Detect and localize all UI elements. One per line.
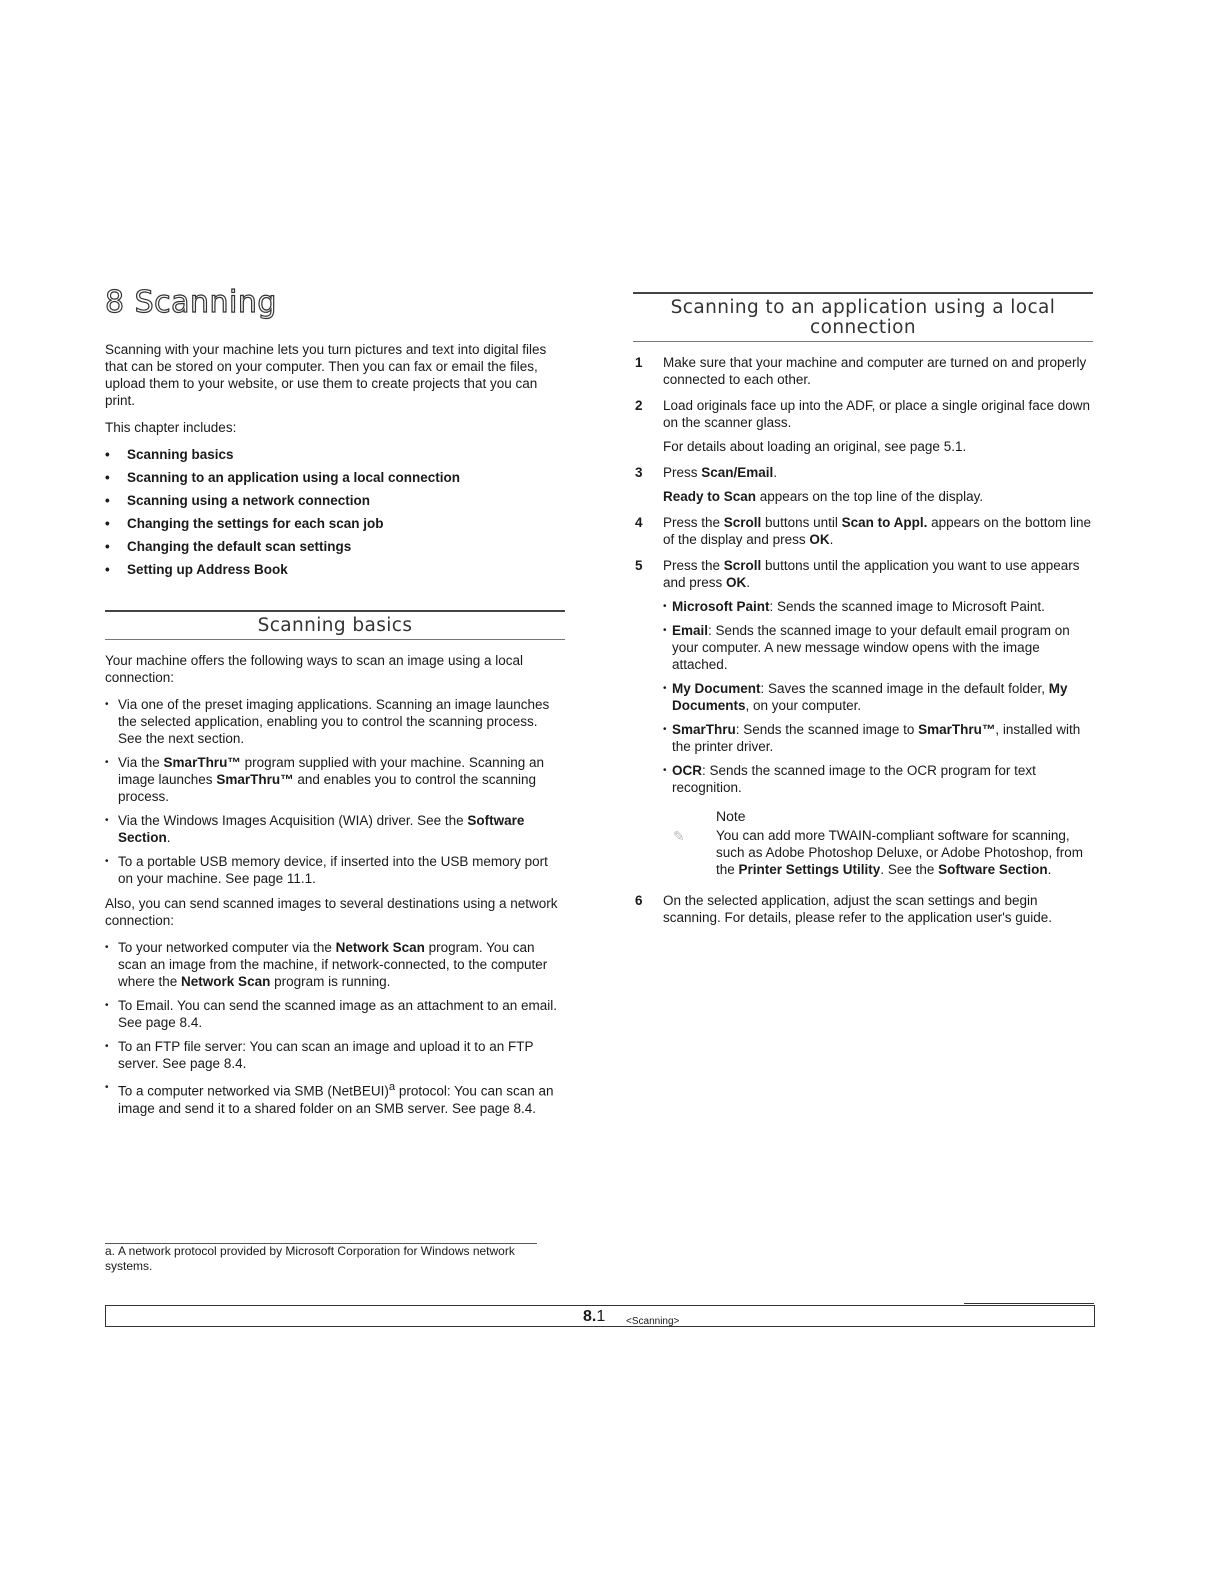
list-item: • To Email. You can send the scanned image as an attachment to an email. See page 8.4. (105, 997, 565, 1031)
step-5: 5 Press the Scroll buttons until the application you want to use appears and press OK. • Microsoft Paint: Sends the scanned image to Microsoft Paint. • Email: Sends the scanned image to your default email program on your computer. A new message window opens with the image attached. • My Document: Saves the scanned image in the default folder, My Documents, on your computer. • SmarThru: Sends the scanned image to SmarThru™, installed with the printer driver. • OCR: Sends the scanned image to the OCR program for text recognition. ✎ Note You can add more TWAIN-compliant software for scanning, such as Adobe Photoshop Deluxe, or Adobe Photoshop, from the Printer Settings Utility. See the Software Section. (633, 557, 1093, 878)
local-methods-list (105, 696, 565, 887)
option-email: • Email: Sends the scanned image to your default email program on your computer. A new message window opens with the image attached. (663, 622, 1093, 673)
chapter-contents-list (105, 446, 565, 578)
list-item: • Via the SmarThru™ program supplied with your machine. Scanning an image launches SmarThru™ and enables you to control the scanning process. (105, 754, 565, 805)
contents-item[interactable]: • Scanning basics (105, 446, 565, 463)
contents-item[interactable]: • Scanning using a network connection (105, 492, 565, 509)
footer-divider (964, 1303, 1094, 1304)
section-heading-basics: Scanning basics (105, 610, 565, 640)
list-item: • To a computer networked via SMB (NetBEUI)$^a$ protocol: You can scan an image and send it to a shared folder on an SMB server. See page 8.4. (105, 1079, 565, 1117)
list-item: • To an FTP file server: You can scan an image and upload it to an FTP server. See page 8.4. (105, 1038, 565, 1072)
option-my-document: • My Document: Saves the scanned image in the default folder, My Documents, on your computer. (663, 680, 1093, 714)
footnote (105, 1244, 565, 1274)
note-icon: ✎ (673, 828, 685, 844)
intro-paragraph: Scanning with your machine lets you turn pictures and text into digital files that can be stored on your computer. Then you can fax or email the files, upload them to your website, or use them to create projects that you can print. (105, 342, 547, 408)
step-4: 4 Press the Scroll buttons until Scan to Appl. appears on the bottom line of the display and press OK. (635, 515, 1091, 547)
network-intro: Also, you can send scanned images to several destinations using a network connection: (105, 896, 558, 928)
contents-item[interactable]: • Changing the settings for each scan job (105, 515, 565, 532)
step-3: 3 Press Scan/Email. Ready to Scan appears on the top line of the display. (635, 465, 984, 504)
footnote-mark: a. (105, 1244, 116, 1258)
section-heading-application: Scanning to an application using a local connection (633, 292, 1093, 342)
left-column (105, 283, 565, 1125)
list-item: • Via the Windows Images Acquisition (WIA) driver. See the Software Section. (105, 812, 565, 846)
right-column (633, 292, 1093, 935)
page-number: 8.1 (583, 1308, 606, 1325)
application-options (663, 598, 1093, 796)
list-item: • To your networked computer via the Network Scan program. You can scan an image from the machine, if network-connected, to the computer where the Network Scan program is running. (105, 939, 565, 990)
list-item: • Via one of the preset imaging applications. Scanning an image launches the selected application, enabling you to control the scanning process. See the next section. (105, 696, 565, 747)
footnote-ref[interactable]: a (388, 1081, 396, 1093)
step-6: 6 On the selected application, adjust the scan settings and begin scanning. For details, please refer to the application user's guide. (635, 893, 1053, 925)
note-box: ✎ Note You can add more TWAIN-compliant software for scanning, such as Adobe Photoshop Deluxe, or Adobe Photoshop, from the Printer Settings Utility. See the Software Section. (663, 808, 1093, 878)
option-smarthru: • SmarThru: Sends the scanned image to SmarThru™, installed with the printer driver. (663, 721, 1093, 755)
contents-item[interactable]: • Scanning to an application using a local connection (105, 469, 565, 486)
step-1: 1 Make sure that your machine and computer are turned on and properly connected to each other. (635, 355, 1087, 387)
chapter-title (105, 283, 565, 323)
chapter-number: 8 (105, 285, 125, 320)
footer-chapter-label: <Scanning> (626, 1316, 680, 1327)
list-item: • To a portable USB memory device, if inserted into the USB memory port on your machine. See page 11.1. (105, 853, 565, 887)
footnote-text: A network protocol provided by Microsoft Corporation for Windows network systems. (105, 1244, 515, 1273)
option-microsoft-paint: • Microsoft Paint: Sends the scanned image to Microsoft Paint. (663, 598, 1093, 615)
option-ocr: • OCR: Sends the scanned image to the OCR program for text recognition. (663, 762, 1093, 796)
note-title: Note (716, 808, 746, 824)
basics-intro: Your machine offers the following ways to scan an image using a local connection: (105, 653, 523, 685)
contents-item[interactable]: • Setting up Address Book (105, 561, 565, 578)
includes-label: This chapter includes: (105, 420, 237, 435)
contents-item[interactable]: • Changing the default scan settings (105, 538, 565, 555)
step-2: 2 Load originals face up into the ADF, or place a single original face down on the scanner glass. For details about loading an original, see page 5.1. (635, 398, 1091, 454)
application-steps (633, 354, 1093, 926)
chapter-title-text: Scanning (134, 285, 277, 320)
network-methods-list (105, 939, 565, 1117)
